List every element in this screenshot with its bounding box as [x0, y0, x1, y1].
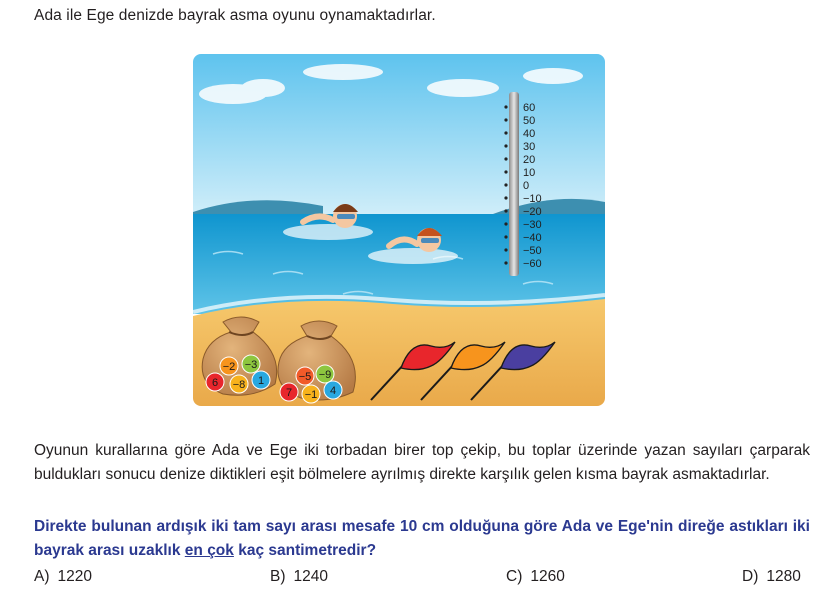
- choice-b-letter: B): [270, 568, 286, 585]
- pole-tick-label: 40: [523, 128, 536, 140]
- choice-d-value: 1280: [766, 568, 801, 585]
- scene-svg: [193, 54, 605, 406]
- pole-tick-label: 30: [523, 141, 536, 153]
- ball-label: 4: [329, 385, 337, 397]
- pole-tick-mark: [504, 118, 507, 121]
- ball-label: −8: [232, 379, 246, 391]
- ball-label: −5: [298, 371, 312, 383]
- pole-tick-mark: [504, 105, 507, 108]
- pole-tick-label: −20: [523, 206, 542, 218]
- pole-tick-mark: [504, 170, 507, 173]
- question-emphasis: en çok: [184, 542, 234, 559]
- choice-c-letter: C): [506, 568, 523, 585]
- pole-tick-mark: [504, 196, 507, 199]
- flag-pole: [509, 92, 519, 276]
- choice-c-value: 1260: [530, 568, 565, 585]
- pole-tick-label: −30: [523, 219, 542, 231]
- ball-label: −3: [244, 359, 258, 371]
- pole-tick-mark: [504, 235, 507, 238]
- ball-label: −1: [304, 389, 318, 401]
- rules-paragraph: Oyunun kurallarına göre Ada ve Ege iki torbadan birer top çekip, bu toplar üzerinde yazan sayıları çarparak buldukları sonucu denize diktikleri eşit bölmelere ayrılmış direkte karşılık gelen kısma bayrak asmaktadırlar.: [34, 442, 810, 483]
- ball-label: 7: [285, 387, 293, 399]
- pole-tick-label: 60: [523, 102, 536, 114]
- choice-a-value: 1220: [57, 568, 92, 585]
- question-text: [34, 515, 810, 563]
- pole-tick-mark: [504, 222, 507, 225]
- choice-c[interactable]: [506, 568, 565, 586]
- pole-tick-mark: [504, 144, 507, 147]
- pole-tick-label: 20: [523, 154, 536, 166]
- pole-tick-mark: [504, 261, 507, 264]
- ball-label: 6: [211, 377, 219, 389]
- pole-tick-mark: [504, 131, 507, 134]
- pole-tick-label: −50: [523, 245, 542, 257]
- pole-tick-label: −40: [523, 232, 542, 244]
- choice-d[interactable]: [742, 568, 801, 586]
- pole-tick-mark: [504, 157, 507, 160]
- ball-label: −9: [318, 369, 332, 381]
- choice-d-letter: D): [742, 568, 759, 585]
- choice-b-value: 1240: [293, 568, 328, 585]
- pole-tick-label: 10: [523, 167, 536, 179]
- choice-a-letter: A): [34, 568, 50, 585]
- ball-label: 1: [257, 375, 265, 387]
- intro-text: Ada ile Ege denizde bayrak asma oyunu oynamaktadırlar.: [34, 7, 436, 24]
- pole-tick-label: 0: [523, 180, 530, 192]
- pole-tick-mark: [504, 248, 507, 251]
- choice-a[interactable]: [34, 568, 92, 586]
- choice-b[interactable]: [270, 568, 328, 586]
- pole-tick-label: −60: [523, 258, 542, 270]
- pole-tick-label: 50: [523, 115, 536, 127]
- ball-label: −2: [222, 361, 236, 373]
- pole-tick-mark: [504, 183, 507, 186]
- question-part1: Direkte bulunan ardışık iki tam sayı arası mesafe 10 cm olduğuna göre Ada ve Ege'nin direğe astıkları iki bayrak arası uzaklık: [34, 518, 810, 559]
- beach-illustration: [193, 54, 605, 406]
- pole-tick-mark: [504, 209, 507, 212]
- question-part2: kaç santimetredir?: [233, 542, 377, 559]
- pole-tick-label: −10: [523, 193, 542, 205]
